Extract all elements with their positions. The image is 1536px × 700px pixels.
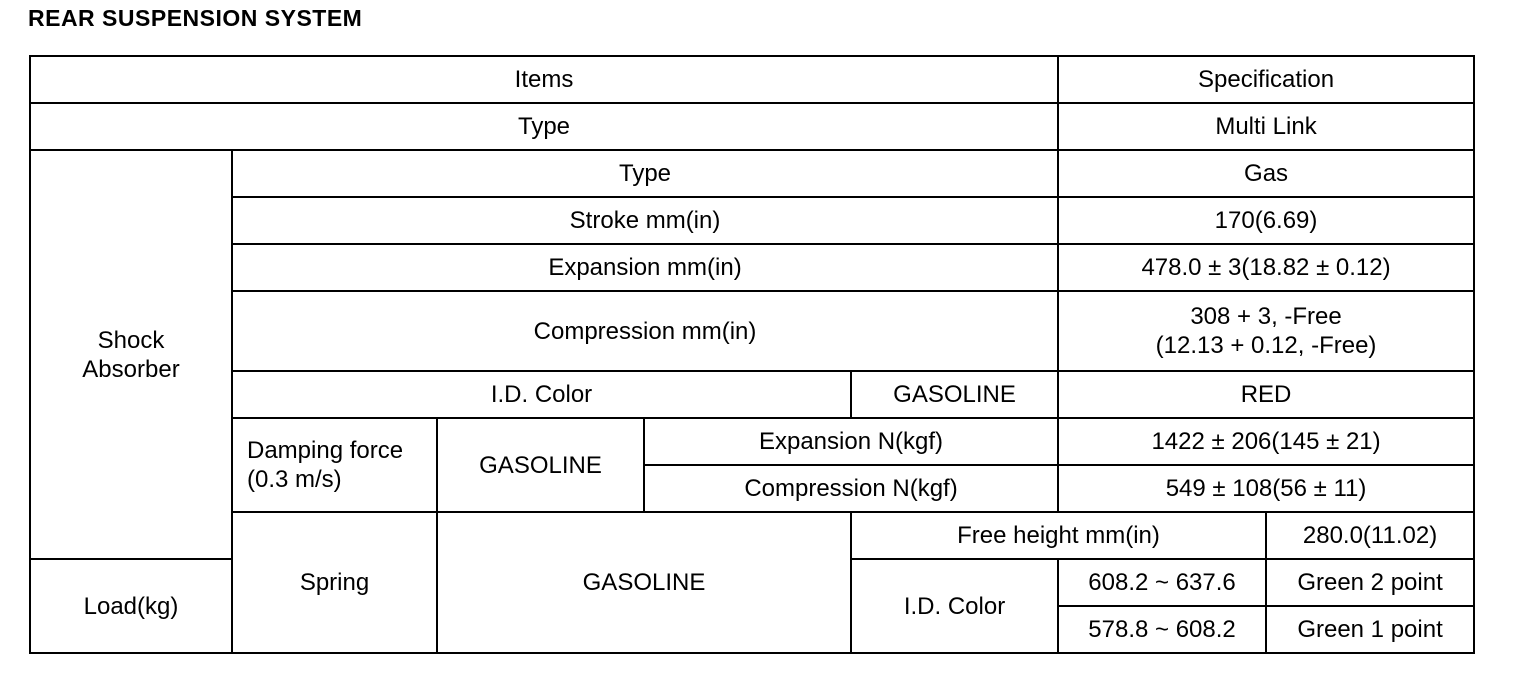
shock-id-color-label: I.D. Color [232, 371, 851, 418]
damping-expansion-value: 1422 ± 206(145 ± 21) [1058, 418, 1474, 465]
load-range-2: 578.8 ~ 608.2 [1058, 606, 1266, 653]
items-header: Items [30, 56, 1058, 103]
spring-fuel: GASOLINE [437, 512, 851, 653]
damping-expansion-row [30, 418, 1474, 465]
type-value: Multi Link [1058, 103, 1474, 150]
stroke-row [30, 197, 1474, 244]
shock-absorber-label-line1: Shock [97, 326, 165, 354]
compression-value-line2: (12.13 + 0.12, -Free) [1155, 332, 1377, 359]
expansion-row [30, 244, 1474, 291]
shock-id-color-fuel: GASOLINE [851, 371, 1058, 418]
free-height-value: 280.0(11.02) [1266, 512, 1474, 559]
type-row [30, 103, 1474, 150]
spring-label: Spring [232, 512, 437, 653]
shock-type-label: Type [232, 150, 1058, 197]
load-color-1: Green 2 point [1266, 559, 1474, 606]
shock-id-color-row [30, 371, 1474, 418]
shock-type-row [30, 150, 1474, 197]
type-label: Type [30, 103, 1058, 150]
compression-row [30, 291, 1474, 371]
stroke-value: 170(6.69) [1058, 197, 1474, 244]
damping-force-label [232, 418, 437, 512]
damping-compression-value: 549 ± 108(56 ± 11) [1058, 465, 1474, 512]
shock-id-color-value: RED [1058, 371, 1474, 418]
damping-force-label-line1: Damping force [247, 437, 404, 464]
compression-value-line1: 308 + 3, -Free [1190, 303, 1342, 330]
damping-fuel: GASOLINE [437, 418, 644, 512]
free-height-label: Free height mm(in) [851, 512, 1266, 559]
expansion-value: 478.0 ± 3(18.82 ± 0.12) [1058, 244, 1474, 291]
compression-label: Compression mm(in) [232, 291, 1058, 371]
load-color-2: Green 1 point [1266, 606, 1474, 653]
specification-header: Specification [1058, 56, 1474, 103]
spring-id-color-label: I.D. Color [851, 559, 1058, 653]
damping-expansion-label: Expansion N(kgf) [644, 418, 1058, 465]
stroke-label: Stroke mm(in) [232, 197, 1058, 244]
shock-absorber-label [30, 150, 232, 559]
table-header-row [30, 56, 1474, 103]
load-label: Load(kg) [30, 559, 232, 653]
damping-compression-label: Compression N(kgf) [644, 465, 1058, 512]
page-title: REAR SUSPENSION SYSTEM [28, 5, 363, 31]
rear-suspension-spec-table [29, 55, 1475, 654]
damping-force-label-line2: (0.3 m/s) [247, 466, 342, 493]
load-range-1: 608.2 ~ 637.6 [1058, 559, 1266, 606]
spring-free-height-row [30, 512, 1474, 559]
expansion-label: Expansion mm(in) [232, 244, 1058, 291]
shock-absorber-label-line2: Absorber [82, 355, 180, 383]
shock-type-value: Gas [1058, 150, 1474, 197]
compression-value [1058, 291, 1474, 371]
